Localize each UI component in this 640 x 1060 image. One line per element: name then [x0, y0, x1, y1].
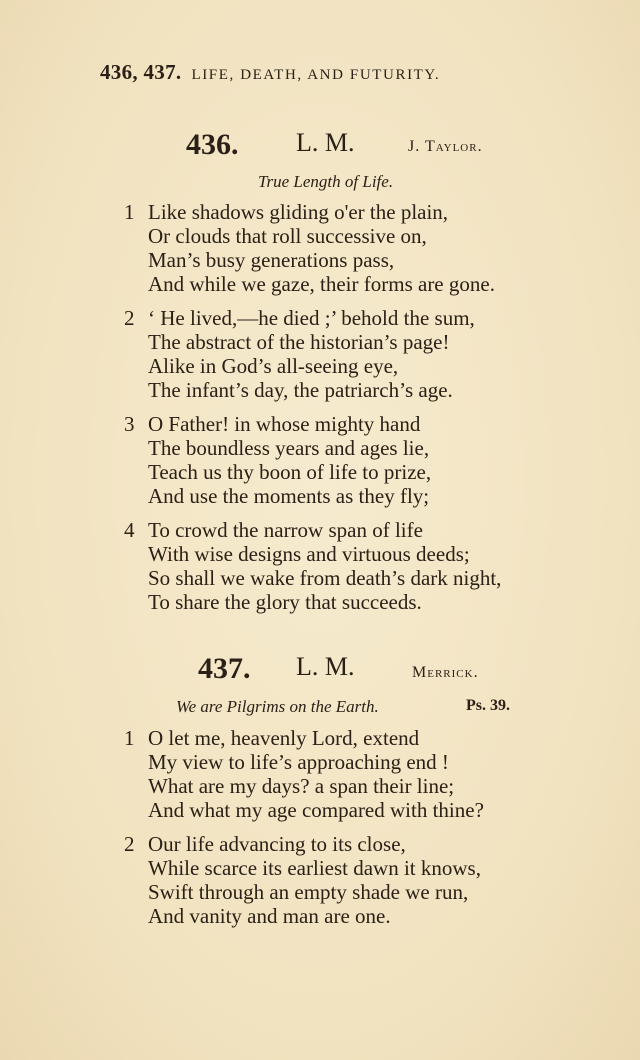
- verse-line: Or clouds that roll successive on,: [148, 224, 427, 248]
- verse-line: Alike in God’s all-seeing eye,: [148, 354, 399, 378]
- hymn-meter: L. M.: [296, 128, 355, 157]
- verse-line: Swift through an empty shade we run,: [148, 880, 469, 904]
- running-head: [100, 60, 440, 85]
- stanza-number: 1: [124, 200, 135, 224]
- verse-line: Man’s busy generations pass,: [148, 248, 395, 272]
- verse-line: And use the moments as they fly;: [148, 484, 430, 508]
- hymn-author: Merrick.: [412, 664, 479, 681]
- hymn-author: J. Taylor.: [408, 138, 483, 155]
- verse-line: The infant’s day, the patriarch’s age.: [148, 378, 453, 402]
- hymn-number: 436.: [186, 128, 239, 161]
- verse-line: Teach us thy boon of life to prize,: [148, 460, 432, 484]
- stanza-number: 1: [124, 726, 135, 750]
- verse-line: Like shadows gliding o'er the plain,: [148, 200, 449, 224]
- verse-line: What are my days? a span their line;: [148, 774, 455, 798]
- verse-line: The boundless years and ages lie,: [148, 436, 430, 460]
- stanza-number: 3: [124, 412, 135, 436]
- verse-line: And what my age compared with thine?: [148, 798, 484, 822]
- verse-line: And while we gaze, their forms are gone.: [148, 272, 495, 296]
- verse-line: So shall we wake from death’s dark night,: [148, 566, 502, 590]
- hymn-title: True Length of Life.: [258, 172, 394, 191]
- scripture-reference: Ps. 39.: [466, 697, 510, 714]
- hymn-437-header: [0, 652, 640, 692]
- verse-line: O Father! in whose mighty hand: [148, 412, 421, 436]
- verse-line: O let me, heavenly Lord, extend: [148, 726, 420, 750]
- stanza-number: 4: [124, 518, 135, 542]
- stanza-number: 2: [124, 832, 135, 856]
- page-numbers: 436, 437.: [100, 60, 182, 84]
- verse-line: To crowd the narrow span of life: [148, 518, 423, 542]
- hymn-title: We are Pilgrims on the Earth.: [176, 697, 379, 716]
- verse-line: To share the glory that succeeds.: [148, 590, 422, 614]
- verse-line: My view to life’s approaching end !: [148, 750, 449, 774]
- hymn-meter: L. M.: [296, 652, 355, 681]
- verse-line: While scarce its earliest dawn it knows,: [148, 856, 481, 880]
- hymn-number: 437.: [198, 652, 251, 685]
- verse-line: Our life advancing to its close,: [148, 832, 406, 856]
- running-title: LIFE, DEATH, AND FUTURITY.: [191, 67, 441, 83]
- hymn-436-header: [0, 128, 640, 168]
- verse-line: With wise designs and virtuous deeds;: [148, 542, 470, 566]
- stanza-number: 2: [124, 306, 135, 330]
- verse-line: The abstract of the historian’s page!: [148, 330, 450, 354]
- verse-line: ‘ He lived,—he died ;’ behold the sum,: [148, 306, 475, 330]
- verse-line: And vanity and man are one.: [148, 904, 391, 928]
